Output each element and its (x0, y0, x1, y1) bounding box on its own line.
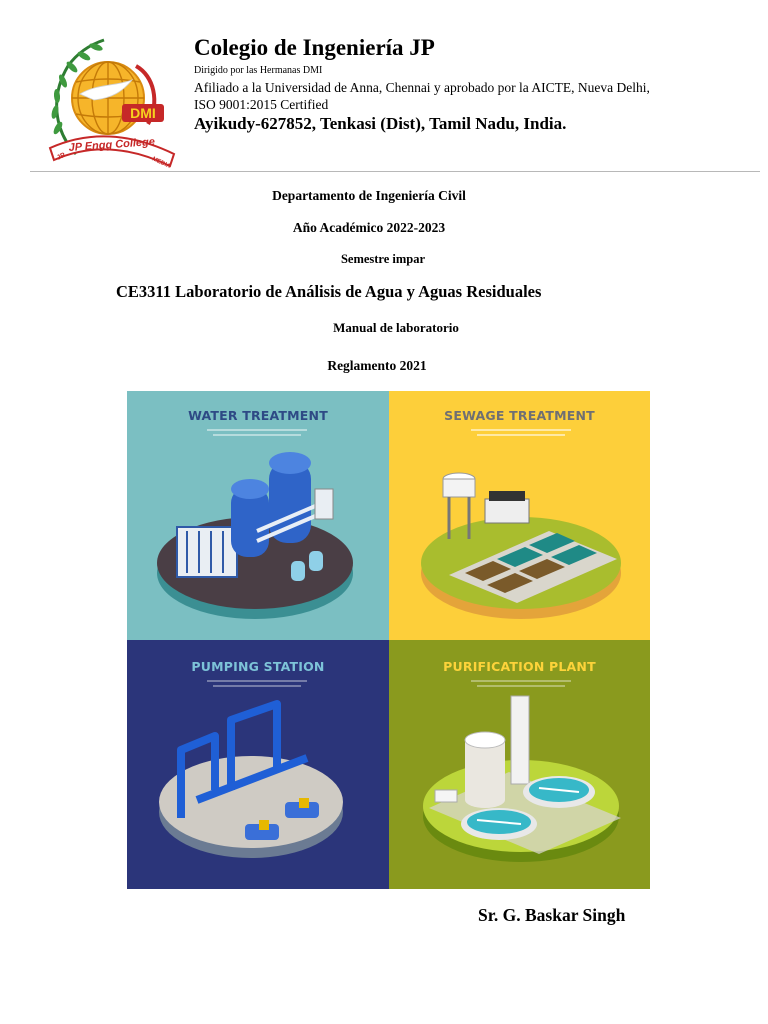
college-logo (36, 36, 186, 170)
college-address: Ayikudy-627852, Tenkasi (Dist), Tamil Nadu, India. (194, 114, 567, 133)
college-subtitle: Dirigido por las Hermanas DMI (194, 65, 323, 76)
logo-left-tag: JP (55, 151, 67, 162)
purification-plant-icon (389, 640, 650, 889)
course-title: CE3311 Laboratorio de Análisis de Agua y Aguas Residuales (116, 282, 542, 301)
water-treatment-icon (127, 391, 389, 640)
treatment-illustration (127, 391, 650, 889)
pumping-station-icon (127, 640, 389, 889)
semester-label: Semestre impar (340, 252, 426, 266)
panel-title: PURIFICATION PLANT (443, 659, 596, 674)
college-certification: ISO 9001:2015 Certified (194, 97, 329, 112)
author-name: Sr. G. Baskar Singh (478, 905, 626, 925)
water-treatment-panel (127, 391, 389, 640)
panel-title: WATER TREATMENT (188, 408, 328, 423)
manual-label: Manual de laboratorio (333, 320, 459, 335)
logo-right-tag: MEDIA (151, 156, 172, 170)
panel-title: PUMPING STATION (191, 659, 325, 674)
logo-badge-text: DMI (130, 105, 156, 121)
college-name: Colegio de Ingeniería JP (194, 35, 435, 60)
logo-ribbon-text: JP Engg College (68, 136, 156, 155)
college-affiliation: Afiliado a la Universidad de Anna, Chennai y aprobado por la AICTE, Nueva Delhi, (194, 80, 650, 95)
header-divider (30, 171, 760, 172)
purification-plant-panel (389, 640, 650, 889)
sewage-treatment-icon (389, 391, 650, 640)
panel-title: SEWAGE TREATMENT (444, 408, 595, 423)
college-emblem-icon (36, 36, 186, 170)
pumping-station-panel (127, 640, 389, 889)
academic-year: Año Académico 2022-2023 (292, 220, 446, 235)
department-heading: Departamento de Ingeniería Civil (272, 188, 466, 203)
regulation-label: Reglamento 2021 (327, 358, 427, 373)
sewage-treatment-panel (389, 391, 650, 640)
